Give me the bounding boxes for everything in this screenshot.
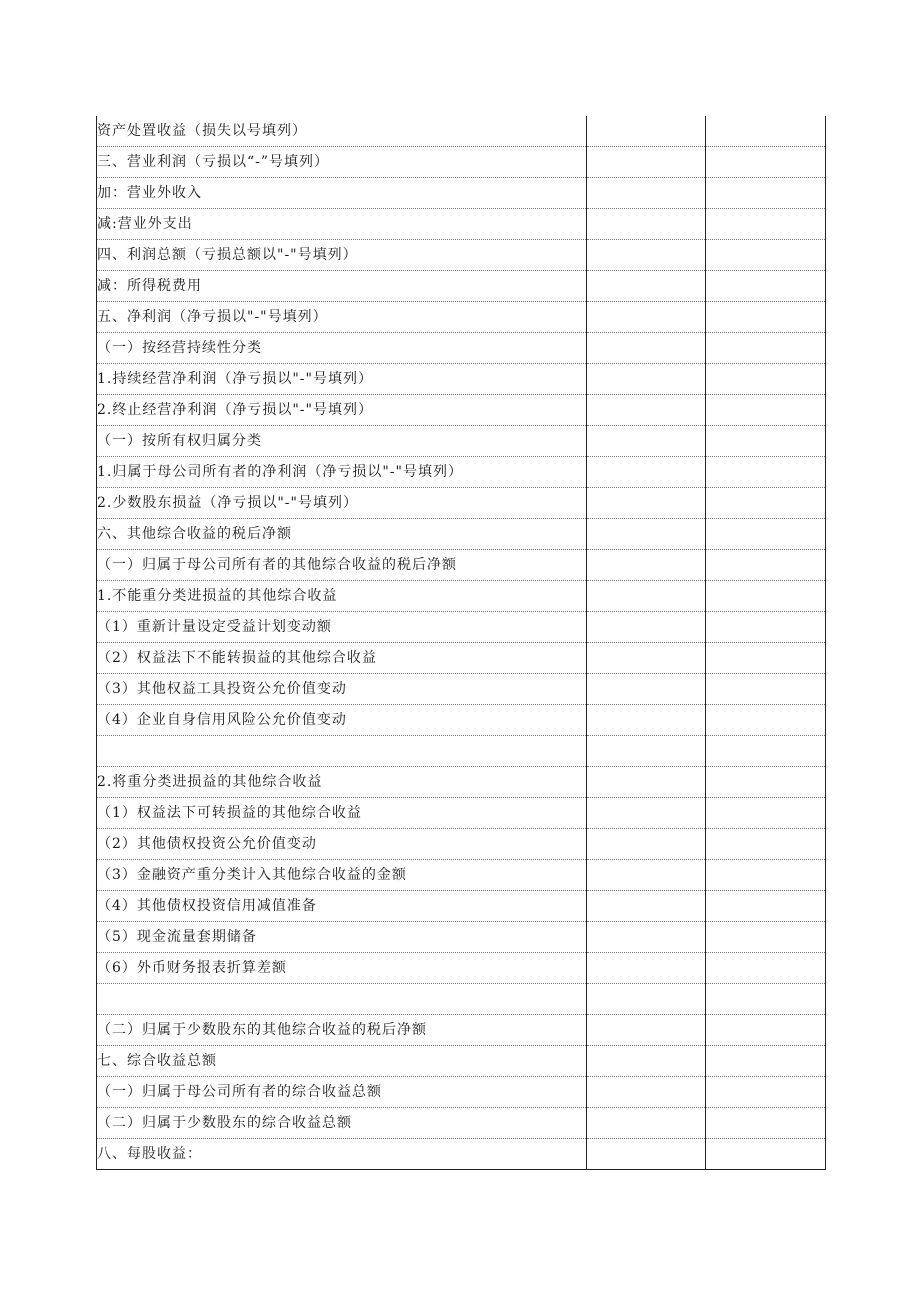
item-label: （一）归属于母公司所有者的综合收益总额 bbox=[97, 1084, 382, 1100]
amount-cell-prior bbox=[706, 457, 826, 488]
item-label: （2）其他债权投资公允价值变动 bbox=[97, 836, 317, 852]
table-row bbox=[97, 395, 826, 426]
amount-cell-current bbox=[587, 209, 706, 240]
amount-cell-current bbox=[587, 147, 706, 178]
amount-cell-current bbox=[587, 550, 706, 581]
table-row bbox=[97, 550, 826, 581]
amount-cell-prior bbox=[706, 767, 826, 798]
table-row bbox=[97, 1077, 826, 1108]
table-row bbox=[97, 674, 826, 705]
amount-cell-prior bbox=[706, 798, 826, 829]
item-cell bbox=[97, 240, 587, 271]
table-row bbox=[97, 147, 826, 178]
table-row bbox=[97, 178, 826, 209]
item-cell bbox=[97, 457, 587, 488]
amount-cell-current bbox=[587, 1139, 706, 1170]
amount-cell-prior bbox=[706, 829, 826, 860]
amount-cell-prior bbox=[706, 426, 826, 457]
item-label: 五、净利润（净亏损以"-"号填列） bbox=[97, 309, 328, 325]
amount-cell-prior bbox=[706, 674, 826, 705]
item-label: （一）归属于母公司所有者的其他综合收益的税后净额 bbox=[97, 557, 457, 573]
amount-cell-prior bbox=[706, 147, 826, 178]
table-row bbox=[97, 922, 826, 953]
table-row bbox=[97, 1046, 826, 1077]
item-label: （一）按所有权归属分类 bbox=[97, 433, 262, 449]
item-cell bbox=[97, 643, 587, 674]
amount-cell-prior bbox=[706, 364, 826, 395]
item-label: （2）权益法下不能转损益的其他综合收益 bbox=[97, 650, 377, 666]
amount-cell-prior bbox=[706, 209, 826, 240]
item-cell bbox=[97, 612, 587, 643]
table-row bbox=[97, 488, 826, 519]
amount-cell-current bbox=[587, 426, 706, 457]
item-label: 1.归属于母公司所有者的净利润（净亏损以"-"号填列） bbox=[97, 464, 463, 480]
item-cell bbox=[97, 488, 587, 519]
item-cell bbox=[97, 798, 587, 829]
item-cell bbox=[97, 1046, 587, 1077]
item-label: （3）其他权益工具投资公允价值变动 bbox=[97, 681, 347, 697]
amount-cell-current bbox=[587, 612, 706, 643]
item-cell bbox=[97, 736, 587, 767]
amount-cell-current bbox=[587, 364, 706, 395]
item-label: （二）归属于少数股东的综合收益总额 bbox=[97, 1115, 352, 1131]
item-cell bbox=[97, 1077, 587, 1108]
item-cell bbox=[97, 705, 587, 736]
amount-cell-current bbox=[587, 1108, 706, 1139]
amount-cell-current bbox=[587, 271, 706, 302]
item-cell bbox=[97, 178, 587, 209]
amount-cell-current bbox=[587, 922, 706, 953]
amount-cell-current bbox=[587, 178, 706, 209]
amount-cell-prior bbox=[706, 550, 826, 581]
item-label: 七、综合收益总额 bbox=[97, 1053, 217, 1069]
amount-cell-prior bbox=[706, 519, 826, 550]
table-row bbox=[97, 612, 826, 643]
amount-cell-current bbox=[587, 395, 706, 426]
amount-cell-prior bbox=[706, 953, 826, 984]
item-cell bbox=[97, 674, 587, 705]
amount-cell-current bbox=[587, 829, 706, 860]
amount-cell-prior bbox=[706, 984, 826, 1015]
amount-cell-prior bbox=[706, 1046, 826, 1077]
table-row bbox=[97, 240, 826, 271]
table-row bbox=[97, 302, 826, 333]
amount-cell-prior bbox=[706, 178, 826, 209]
item-label: 减:营业外支出 bbox=[97, 216, 193, 232]
amount-cell-current bbox=[587, 643, 706, 674]
amount-cell-current bbox=[587, 767, 706, 798]
item-label: （一）按经营持续性分类 bbox=[97, 340, 262, 356]
item-label: 1.不能重分类进损益的其他综合收益 bbox=[97, 588, 338, 604]
amount-cell-current bbox=[587, 519, 706, 550]
amount-cell-prior bbox=[706, 395, 826, 426]
item-label: （4）其他债权投资信用减值准备 bbox=[97, 898, 317, 914]
amount-cell-prior bbox=[706, 333, 826, 364]
item-label: 加：营业外收入 bbox=[97, 185, 202, 201]
amount-cell-prior bbox=[706, 736, 826, 767]
item-label: 1.持续经营净利润（净亏损以"-"号填列） bbox=[97, 371, 373, 387]
item-cell bbox=[97, 891, 587, 922]
item-label: （1）重新计量设定受益计划变动额 bbox=[97, 619, 332, 635]
amount-cell-current bbox=[587, 488, 706, 519]
amount-cell-current bbox=[587, 953, 706, 984]
item-label: 八、每股收益： bbox=[97, 1146, 202, 1162]
table-row bbox=[97, 953, 826, 984]
amount-cell-prior bbox=[706, 581, 826, 612]
table-row bbox=[97, 767, 826, 798]
amount-cell-prior bbox=[706, 240, 826, 271]
item-cell bbox=[97, 550, 587, 581]
amount-cell-current bbox=[587, 984, 706, 1015]
item-cell bbox=[97, 209, 587, 240]
item-cell bbox=[97, 519, 587, 550]
amount-cell-current bbox=[587, 860, 706, 891]
amount-cell-prior bbox=[706, 1077, 826, 1108]
item-cell bbox=[97, 767, 587, 798]
item-label: 六、其他综合收益的税后净额 bbox=[97, 526, 292, 542]
amount-cell-current bbox=[587, 891, 706, 922]
amount-cell-current bbox=[587, 302, 706, 333]
item-label: 四、利润总额（亏损总额以"-"号填列） bbox=[97, 247, 358, 263]
item-cell bbox=[97, 1139, 587, 1170]
amount-cell-current bbox=[587, 1077, 706, 1108]
amount-cell-current bbox=[587, 457, 706, 488]
item-cell bbox=[97, 364, 587, 395]
table-row bbox=[97, 643, 826, 674]
amount-cell-prior bbox=[706, 116, 826, 147]
table-row bbox=[97, 457, 826, 488]
item-label: （3）金融资产重分类计入其他综合收益的金额 bbox=[97, 867, 407, 883]
amount-cell-current bbox=[587, 798, 706, 829]
item-label: 减：所得税费用 bbox=[97, 278, 202, 294]
amount-cell-prior bbox=[706, 488, 826, 519]
table-row bbox=[97, 271, 826, 302]
item-cell bbox=[97, 147, 587, 178]
item-label: （4）企业自身信用风险公允价值变动 bbox=[97, 712, 347, 728]
amount-cell-prior bbox=[706, 1015, 826, 1046]
item-cell bbox=[97, 829, 587, 860]
amount-cell-current bbox=[587, 333, 706, 364]
table-row bbox=[97, 891, 826, 922]
table-row bbox=[97, 333, 826, 364]
item-cell bbox=[97, 581, 587, 612]
item-cell bbox=[97, 116, 587, 147]
table-row bbox=[97, 705, 826, 736]
amount-cell-current bbox=[587, 736, 706, 767]
item-cell bbox=[97, 860, 587, 891]
item-label: 资产处置收益（损失以号填列） bbox=[97, 123, 307, 139]
income-statement-table bbox=[96, 116, 826, 1170]
table-row bbox=[97, 1108, 826, 1139]
item-label: 2.少数股东损益（净亏损以"-"号填列） bbox=[97, 495, 358, 511]
item-cell bbox=[97, 1108, 587, 1139]
table-row bbox=[97, 829, 826, 860]
item-label: （5）现金流量套期储备 bbox=[97, 929, 257, 945]
amount-cell-prior bbox=[706, 612, 826, 643]
item-cell bbox=[97, 984, 587, 1015]
item-cell bbox=[97, 395, 587, 426]
item-cell bbox=[97, 1015, 587, 1046]
table-row bbox=[97, 984, 826, 1015]
amount-cell-prior bbox=[706, 271, 826, 302]
amount-cell-prior bbox=[706, 891, 826, 922]
amount-cell-prior bbox=[706, 1139, 826, 1170]
amount-cell-prior bbox=[706, 922, 826, 953]
amount-cell-current bbox=[587, 240, 706, 271]
item-label: 2.将重分类进损益的其他综合收益 bbox=[97, 774, 323, 790]
item-cell bbox=[97, 333, 587, 364]
table-row bbox=[97, 209, 826, 240]
table-row bbox=[97, 1139, 826, 1170]
item-cell bbox=[97, 953, 587, 984]
amount-cell-prior bbox=[706, 643, 826, 674]
amount-cell-current bbox=[587, 1046, 706, 1077]
item-label: （6）外币财务报表折算差额 bbox=[97, 960, 287, 976]
amount-cell-current bbox=[587, 1015, 706, 1046]
item-label: （二）归属于少数股东的其他综合收益的税后净额 bbox=[97, 1022, 427, 1038]
amount-cell-prior bbox=[706, 860, 826, 891]
amount-cell-prior bbox=[706, 302, 826, 333]
table-row bbox=[97, 860, 826, 891]
item-label: 2.终止经营净利润（净亏损以"-"号填列） bbox=[97, 402, 373, 418]
table-row bbox=[97, 1015, 826, 1046]
item-cell bbox=[97, 922, 587, 953]
table-row bbox=[97, 426, 826, 457]
table-row bbox=[97, 116, 826, 147]
item-label: （1）权益法下可转损益的其他综合收益 bbox=[97, 805, 362, 821]
item-cell bbox=[97, 302, 587, 333]
table-row bbox=[97, 581, 826, 612]
amount-cell-prior bbox=[706, 1108, 826, 1139]
income-statement-sheet bbox=[96, 116, 825, 1170]
item-cell bbox=[97, 271, 587, 302]
amount-cell-current bbox=[587, 581, 706, 612]
amount-cell-prior bbox=[706, 705, 826, 736]
item-cell bbox=[97, 426, 587, 457]
table-row bbox=[97, 798, 826, 829]
item-label: 三、营业利润（亏损以“-”号填列） bbox=[97, 154, 330, 170]
table-row bbox=[97, 736, 826, 767]
amount-cell-current bbox=[587, 116, 706, 147]
income-statement-body bbox=[97, 116, 826, 1170]
table-row bbox=[97, 519, 826, 550]
amount-cell-current bbox=[587, 705, 706, 736]
amount-cell-current bbox=[587, 674, 706, 705]
table-row bbox=[97, 364, 826, 395]
